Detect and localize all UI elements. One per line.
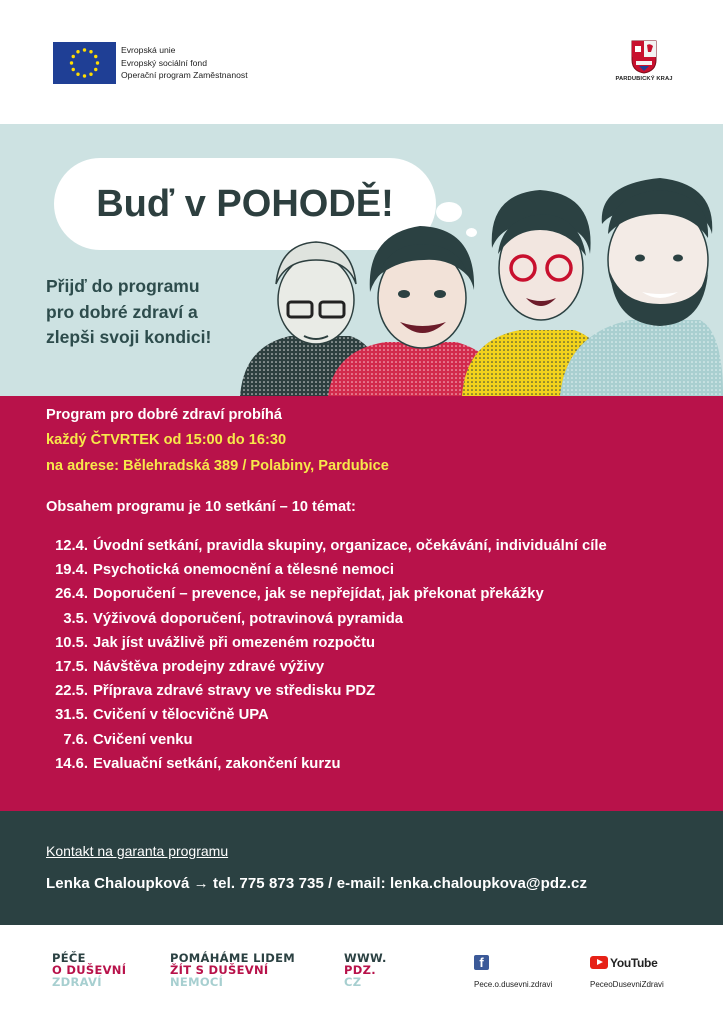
slogan-line-2: ŽÍT S DUŠEVNÍ (170, 963, 269, 977)
topic-text: Návštěva prodejny zdravé výživy (93, 658, 325, 675)
slogan-line-3: NEMOCÍ (170, 975, 224, 989)
topic-item (46, 631, 607, 655)
contact-details: Lenka Chaloupková → tel. 775 873 735 / e-mail: lenka.chaloupkova@pdz.cz (46, 875, 588, 892)
hero-section (0, 124, 723, 396)
topic-date: 22.5. (55, 683, 88, 700)
website-line-2: PDZ. (344, 963, 376, 977)
eu-star (72, 68, 75, 71)
topic-text: Cvičení venku (93, 731, 193, 748)
eu-star (89, 73, 92, 76)
topic-date: 19.4. (55, 562, 88, 579)
pardubice-region-logo (612, 40, 676, 82)
eu-star (76, 73, 79, 76)
youtube-icon (590, 956, 608, 969)
eu-star (94, 68, 97, 71)
topic-date: 7.6. (63, 731, 88, 748)
care-logo (52, 952, 126, 988)
care-logo-line-3: ZDRAVÍ (52, 975, 102, 989)
footer (0, 925, 723, 1024)
topic-list (46, 534, 607, 776)
topic-date: 10.5. (55, 634, 88, 651)
facebook-handle: Pece.o.dusevni.zdravi (474, 980, 553, 989)
topic-item (46, 752, 607, 776)
facebook-link[interactable] (474, 955, 552, 989)
topic-date: 31.5. (55, 707, 88, 724)
care-logo-line-2: O DUŠEVNÍ (52, 963, 127, 977)
topic-date: 26.4. (55, 586, 88, 603)
topic-text: Jak jíst uvážlivě při omezeném rozpočtu (93, 634, 376, 651)
topic-text: Psychotická onemocnění a tělesné nemoci (93, 562, 394, 579)
topic-text: Cvičení v tělocvičně UPA (93, 707, 269, 724)
topic-item (46, 582, 607, 606)
topic-date: 17.5. (55, 658, 88, 675)
topic-date: 14.6. (55, 755, 88, 772)
topic-item (46, 558, 607, 582)
website-logo[interactable] (344, 952, 387, 988)
people-illustration (230, 164, 723, 396)
region-name: PARDUBICKÝ KRAJ (615, 76, 673, 82)
intro-text (46, 274, 211, 351)
topic-text: Příprava zdravé stravy ve středisku PDZ (93, 683, 376, 700)
slogan-line-1: POMÁHÁME LIDEM (170, 951, 296, 965)
slogan-logo (170, 952, 295, 988)
eu-star (96, 61, 99, 64)
intro-line-1: Přijď do programu (46, 276, 200, 296)
person-bearded-man (560, 178, 723, 396)
headline: Buď v POHODĚ! (96, 183, 394, 225)
topic-item (46, 655, 607, 679)
website-line-1: WWW. (344, 951, 387, 965)
eu-line-3: Operační program Zaměstnanost (121, 70, 248, 80)
header (0, 0, 723, 124)
topic-text: Úvodní setkání, pravidla skupiny, organizace, očekávání, individuální cíle (93, 538, 607, 554)
youtube-handle: PeceoDusevniZdravi (590, 980, 664, 989)
youtube-wordmark: YouTube (610, 955, 658, 970)
eu-star (70, 61, 73, 64)
topic-item (46, 607, 607, 631)
topic-text: Výživová doporučení, potravinová pyramida (93, 610, 403, 627)
schedule-line: každý ČTVRTEK od 15:00 do 16:30 (46, 432, 287, 448)
topic-item (46, 728, 607, 752)
topic-item (46, 703, 607, 727)
topic-text: Doporučení – prevence, jak se nepřejídat, jak překonat překážky (93, 586, 544, 603)
topic-date: 12.4. (55, 538, 88, 554)
facebook-icon: f (474, 955, 489, 970)
topic-text: Evaluační setkání, zakončení kurzu (93, 755, 341, 772)
program-info-section (0, 396, 723, 811)
contact-title: Kontakt na garanta programu (46, 843, 229, 859)
topic-item (46, 534, 607, 558)
eu-star (83, 48, 86, 51)
eu-star (83, 74, 86, 77)
topic-item (46, 679, 607, 703)
eu-star (94, 55, 97, 58)
eu-funding-text (121, 44, 248, 82)
eu-flag-icon (53, 42, 116, 84)
contact-section (0, 811, 723, 925)
eu-line-1: Evropská unie (121, 45, 176, 55)
eu-line-2: Evropský sociální fond (121, 57, 207, 68)
care-logo-line-1: PÉČE (52, 951, 86, 965)
eu-star (72, 55, 75, 58)
eu-star (89, 50, 92, 53)
website-line-3: CZ (344, 975, 362, 989)
intro-line-2: pro dobré zdraví a (46, 301, 198, 322)
youtube-link[interactable] (590, 955, 664, 989)
intro-line-3: zlepši svoji kondici! (46, 327, 212, 347)
program-line: Program pro dobré zdraví probíhá (46, 407, 282, 423)
content-line: Obsahem programu je 10 setkání – 10 témat: (46, 499, 356, 515)
topic-date: 3.5. (63, 610, 88, 627)
eu-star (76, 50, 79, 53)
coat-of-arms-icon (631, 40, 657, 74)
address-line: na adrese: Bělehradská 389 / Polabiny, Pardubice (46, 458, 389, 474)
